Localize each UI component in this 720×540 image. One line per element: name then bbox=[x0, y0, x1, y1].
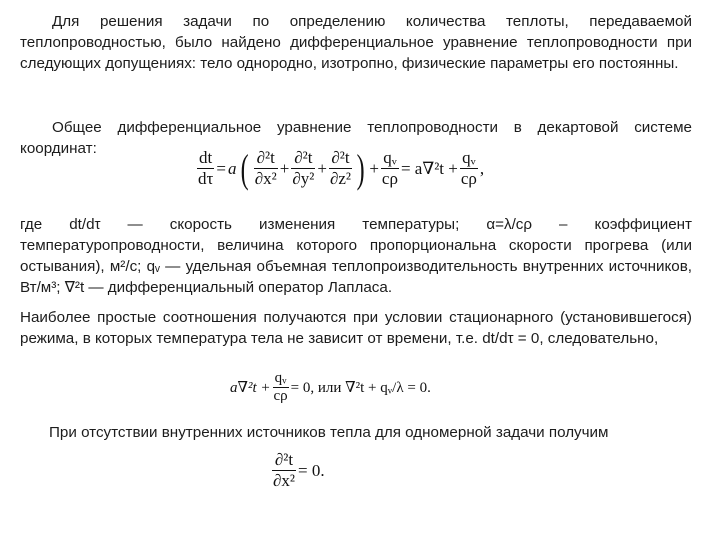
stationary-formula: a∇²t + $\frac{\text{qᵥ}}{c\rho}$ = 0, или ∇²t + qᵥ/λ = 0. bbox=[230, 370, 431, 404]
paragraph-intro: Для решения задачи по определению количества теплоты, передаваемой теплопроводностью, было найдено дифференциальное уравнение теплопроводности при следующих допущениях: тело однородно, изотропно, физические параметры его постоянны. bbox=[20, 13, 692, 72]
paragraph-one-dimensional: При отсутствии внутренних источников тепла для одномерной задачи получим bbox=[49, 424, 609, 441]
paragraph-general-equation: Общее дифференциальное уравнение теплопроводности в декартовой системе координат: bbox=[20, 119, 692, 157]
paragraph-stationary: Наиболее простые соотношения получаются при условии стационарного (установившегося) режима, в которых температура тела не зависит от времени, т.е. dt/dτ = 0, следовательно, bbox=[20, 309, 692, 347]
paragraph-definitions: где dt/dτ — скорость изменения температуры; α=λ/cρ – коэффициент температуропроводности, величина которого пропорциональна скорости прогрева (или остывания), м²/с; qᵥ — удельная объемная теплопроизводительность внутренних источников, Вт/м³; ∇²t — дифференциальный оператор Лапласа. bbox=[20, 216, 692, 296]
one-dimensional-formula: $\frac{\text{∂²t}}{\text{∂x²}}$ = 0. bbox=[273, 450, 325, 490]
heat-equation-formula: $\frac{dt}{d\tau}$ = a ( $\frac{\text{∂²t}}{\text{∂x²}}$ + $\frac{\text{∂²t}}{\text{∂y²}}$ + $\frac{\text{∂²t}}{\text{∂z²}}$ ) + $\frac{\text{qᵥ}}{c\rho}$ = a∇²t + $\frac{\text{qᵥ}}{c\rho}$ , bbox=[198, 145, 485, 191]
